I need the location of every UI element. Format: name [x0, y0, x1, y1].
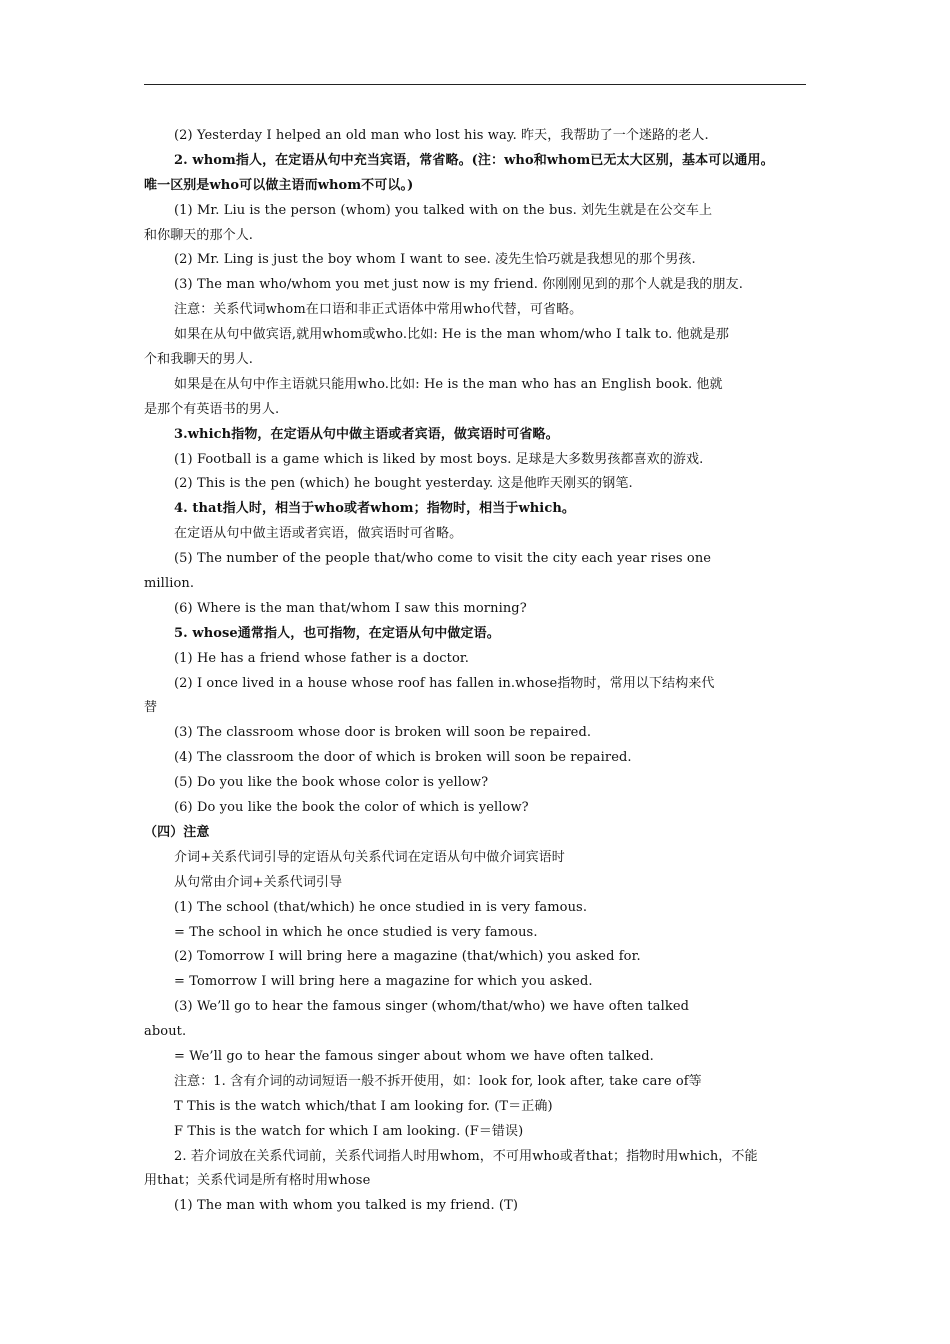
text-line: (5) The number of the people that/who come to visit the city each year rises one [174, 551, 712, 567]
text-line: 如果是在从句中作主语就只能用who.比如: He is the man who has an English book. 他就 [174, 376, 723, 392]
text-line: (1) Football is a game which is liked by most boys. 足球是大多数男孩都喜欢的游戏. [174, 451, 704, 467]
text-line: F This is the watch for which I am looking. (F＝错误) [174, 1123, 524, 1139]
header-rule [144, 84, 806, 85]
text-line: (4) The classroom the door of which is broken will soon be repaired. [174, 750, 632, 766]
text-line: (2) Tomorrow I will bring here a magazine (that/which) you asked for. [174, 949, 641, 965]
text-line: (1) He has a friend whose father is a doctor. [174, 650, 469, 666]
text-line: 个和我聊天的男人. [144, 352, 254, 368]
section-heading-line: 3.which指物，在定语从句中做主语或者宾语，做宾语时可省略。 [174, 426, 559, 442]
text-line: 从句常由介词+关系代词引导 [174, 874, 343, 890]
text-line: (6) Do you like the book the color of which is yellow? [174, 800, 529, 816]
text-line: million. [144, 576, 195, 592]
text-line: (2) Mr. Ling is just the boy whom I want to see. 凌先生恰巧就是我想见的那个男孩. [174, 252, 696, 268]
document-body [144, 124, 808, 1219]
text-line: (1) Mr. Liu is the person (whom) you talked with on the bus. 刘先生就是在公交车上 [174, 202, 713, 218]
section-heading-line: 2. whom指人，在定语从句中充当宾语，常省略。(注：who和whom已无太大区别，基本可以通用。 [174, 152, 774, 168]
section-heading-line: （四）注意 [144, 824, 210, 840]
text-line: about. [144, 1024, 187, 1040]
text-line: (2) This is the pen (which) he bought yesterday. 这是他昨天刚买的钢笔. [174, 476, 633, 492]
text-line: 是那个有英语书的男人. [144, 401, 280, 417]
text-line: (3) The classroom whose door is broken will soon be repaired. [174, 725, 592, 741]
section-heading-line: 5. whose通常指人，也可指物，在定语从句中做定语。 [174, 625, 500, 641]
text-line: 如果在从句中做宾语,就用whom或who.比如: He is the man whom/who I talk to. 他就是那 [174, 327, 729, 343]
text-line: (2) Yesterday I helped an old man who lost his way. 昨天，我帮助了一个迷路的老人. [174, 128, 709, 143]
text-line: 替 [144, 700, 158, 716]
text-line: 用that；关系代词是所有格时用whose [144, 1173, 371, 1189]
text-line: 注意：关系代词whom在口语和非正式语体中常用who代替，可省略。 [174, 302, 583, 318]
text-line: 2. 若介词放在关系代词前，关系代词指人时用whom，不可用who或者that；指物时用which，不能 [174, 1148, 758, 1164]
text-line: (1) The school (that/which) he once studied in is very famous. [174, 899, 588, 915]
text-line: (1) The man with whom you talked is my friend. (T) [174, 1198, 519, 1214]
text-line: 注意：1. 含有介词的动词短语一般不拆开使用，如：look for, look after, take care of等 [174, 1073, 702, 1089]
text-line: (3) The man who/whom you met just now is my friend. 你刚刚见到的那个人就是我的朋友. [174, 277, 743, 293]
section-heading-line: 唯一区别是who可以做主语而whom不可以。) [144, 177, 414, 193]
text-line: (5) Do you like the book whose color is yellow? [174, 775, 489, 791]
text-line: (3) We’ll go to hear the famous singer (whom/that/who) we have often talked [174, 999, 690, 1015]
text-line: (6) Where is the man that/whom I saw this morning? [174, 600, 527, 616]
text-line: = The school in which he once studied is very famous. [174, 924, 538, 940]
section-heading-line: 4. that指人时，相当于who或者whom；指物时，相当于which。 [174, 501, 576, 517]
text-line: = Tomorrow I will bring here a magazine for which you asked. [174, 974, 593, 990]
text-line: (2) I once lived in a house whose roof has fallen in.whose指物时，常用以下结构来代 [174, 675, 715, 691]
text-line: T This is the watch which/that I am looking for. (T＝正确) [174, 1098, 553, 1114]
text-line: = We’ll go to hear the famous singer about whom we have often talked. [174, 1048, 654, 1064]
text-line: 介词+关系代词引导的定语从句关系代词在定语从句中做介词宾语时 [174, 849, 565, 865]
text-line: 在定语从句中做主语或者宾语，做宾语时可省略。 [174, 526, 463, 542]
text-line: 和你聊天的那个人. [144, 227, 254, 243]
